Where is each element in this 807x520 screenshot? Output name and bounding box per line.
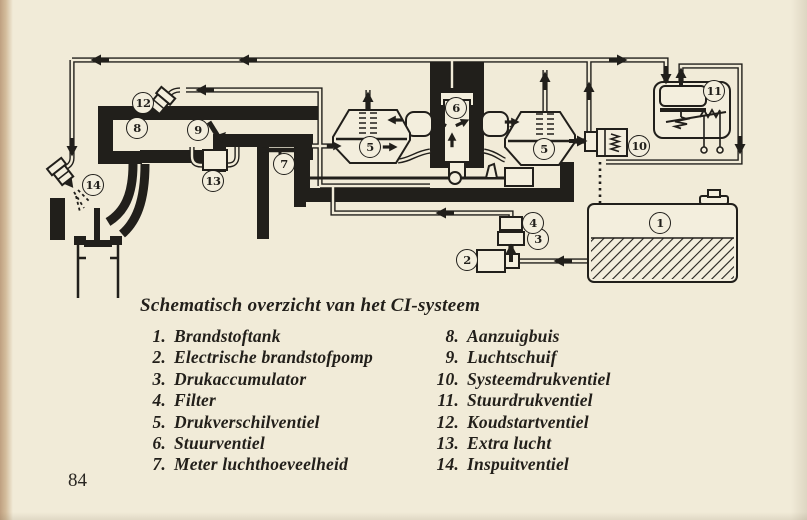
legend-item-number: 11. [437, 390, 459, 411]
legend-item-label: Inspuitventiel [467, 454, 569, 475]
legend-item-label: Drukaccumulator [174, 368, 307, 389]
fuel-filter [500, 217, 522, 230]
legend-item-number: 12. [436, 411, 459, 432]
page-bottom-shadow [0, 512, 807, 520]
legend-item [110, 433, 373, 454]
legend-item [110, 454, 373, 475]
legend-item-number: 2. [152, 347, 166, 368]
diagram-callout-13: 13 [202, 170, 224, 192]
legend-item [110, 326, 373, 347]
legend-item-label: Stuurventiel [174, 433, 265, 454]
diagram-callout-8: 8 [126, 117, 148, 139]
aux-air-valve [203, 150, 227, 170]
legend-item [110, 390, 373, 411]
diagram-callout-10: 10 [628, 135, 650, 157]
legend-item-number: 1. [152, 326, 166, 346]
legend-item-label: Systeemdrukventiel [467, 368, 611, 389]
legend-item [110, 412, 373, 433]
legend-item [403, 390, 611, 411]
legend-item-number: 5. [152, 411, 166, 432]
diagram-callout-5: 5 [533, 138, 555, 160]
legend-item-label: Electrische brandstofpomp [174, 347, 373, 368]
system-pressure-valve [585, 129, 627, 156]
legend-item-label: Meter luchthoeveelheid [174, 454, 349, 475]
legend-item [403, 326, 611, 347]
legend-item-number: 4. [152, 390, 166, 411]
legend-item-number: 13. [436, 433, 459, 454]
diagram-callout-1: 1 [649, 212, 671, 234]
legend-column-left [110, 326, 373, 476]
legend-item-number: 7. [152, 454, 166, 475]
legend-item [403, 369, 611, 390]
legend-item-number: 10. [436, 368, 459, 389]
legend-item [110, 369, 373, 390]
legend-item [403, 347, 611, 368]
legend-item-label: Aanzuigbuis [467, 326, 560, 346]
diagram-callout-14: 14 [82, 174, 104, 196]
legend-item-number: 9. [445, 347, 459, 368]
legend-column-right [403, 326, 611, 476]
diagram-caption: Schematisch overzicht van het CI-systeem [140, 295, 481, 316]
diagram-callout-9: 9 [187, 119, 209, 141]
legend-item-number: 6. [152, 433, 166, 454]
pressure-accumulator [498, 232, 524, 245]
fuel-tank [588, 190, 737, 282]
legend-item [403, 433, 611, 454]
diagram-callout-3: 3 [527, 228, 549, 250]
diagram-callout-5: 5 [359, 136, 381, 158]
legend-item-label: Extra lucht [467, 433, 552, 454]
legend-item-label: Filter [174, 390, 217, 411]
legend-item-number: 8. [445, 326, 459, 346]
legend-item-label: Luchtschuif [467, 347, 557, 368]
legend-item-number: 3. [152, 368, 166, 389]
legend-item-label: Drukverschilventiel [174, 411, 320, 432]
page-number: 84 [68, 470, 87, 491]
legend-item-label: Brandstoftank [174, 326, 281, 346]
diagram-callout-2: 2 [456, 249, 478, 271]
diagram-callout-6: 6 [445, 97, 467, 119]
legend-item-label: Koudstartventiel [467, 411, 589, 432]
legend-item [403, 454, 611, 475]
legend-item [403, 412, 611, 433]
diagram-callout-4: 4 [522, 212, 544, 234]
diagram-callout-7: 7 [273, 153, 295, 175]
legend-item [110, 347, 373, 368]
diagram-callout-12: 12 [132, 92, 154, 114]
legend-item-label: Stuurdrukventiel [467, 390, 593, 411]
diagram-callout-11: 11 [703, 80, 725, 102]
legend-item-number: 14. [436, 454, 459, 475]
